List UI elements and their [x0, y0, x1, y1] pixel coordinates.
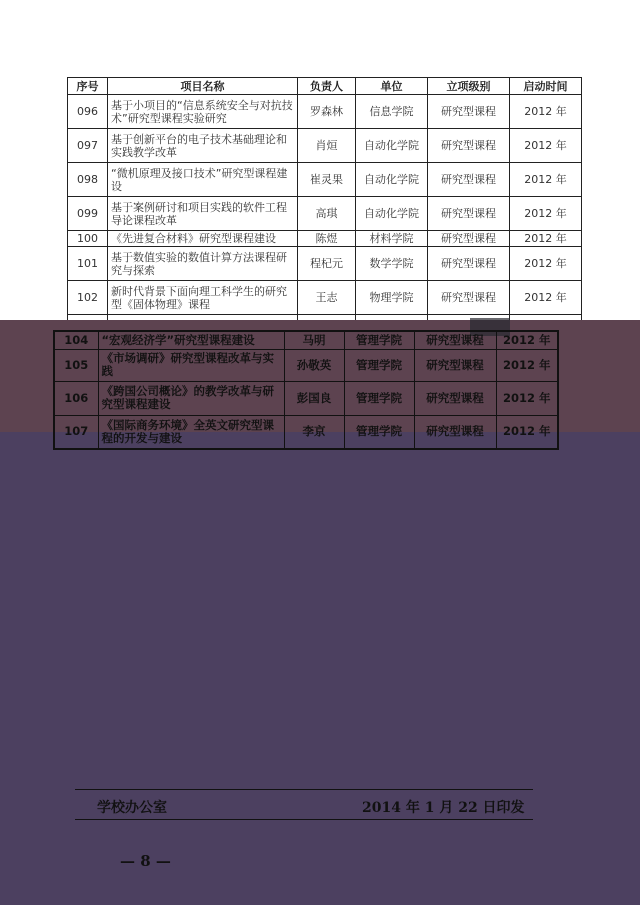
cell-level: 研究型课程	[428, 231, 510, 247]
cell-name: “宏观经济学”研究型课程建设	[98, 331, 284, 349]
cell-no: 100	[68, 231, 108, 247]
cell-level: 研究型课程	[428, 163, 510, 197]
cell-no: 107	[54, 415, 98, 449]
cell-lead: 程杞元	[298, 247, 356, 281]
cell-year: 2012 年	[496, 381, 558, 415]
project-table-upper	[67, 77, 582, 320]
cell-level: 研究型课程	[428, 129, 510, 163]
table-row	[68, 281, 582, 315]
page-number: — 8 —	[120, 852, 171, 870]
cell-level: 研究型课程	[414, 415, 496, 449]
table-row	[54, 331, 558, 349]
footer-rule-top	[75, 789, 533, 790]
cell-name: 《国际商务环境》全英文研究型课程的开发与建设	[98, 415, 284, 449]
cell-name: 基于小项目的“信息系统安全与对抗技术”研究型课程实验研究	[108, 95, 298, 129]
cell-name: 《跨国公司概论》的教学改革与研究型课程建设	[98, 381, 284, 415]
issuing-office: 学校办公室	[97, 800, 167, 816]
table-row	[68, 231, 582, 247]
cell-year: 2012 年	[510, 281, 582, 315]
cell-year: 2012 年	[496, 331, 558, 349]
cell-no: 102	[68, 281, 108, 315]
header-no: 序号	[68, 78, 108, 95]
cell-name: 新时代背景下面向理工科学生的研究型《固体物理》课程	[108, 281, 298, 315]
cell-unit: 物理学院	[356, 281, 428, 315]
cell-no: 104	[54, 331, 98, 349]
cell-level: 研究型课程	[414, 331, 496, 349]
cell-year: 2012 年	[496, 415, 558, 449]
cell-year: 2012 年	[510, 163, 582, 197]
cell-lead: 孙敬英	[284, 349, 344, 381]
cell-name: 《先进复合材料》研究型课程建设	[108, 231, 298, 247]
table-row	[68, 163, 582, 197]
cell-unit: 管理学院	[344, 381, 414, 415]
cell-no: 099	[68, 197, 108, 231]
cell-unit	[356, 315, 428, 321]
header-name: 项目名称	[108, 78, 298, 95]
table-row	[68, 95, 582, 129]
header-year: 启动时间	[510, 78, 582, 95]
cell-name	[108, 315, 298, 321]
cell-level: 研究型课程	[414, 349, 496, 381]
cell-unit: 自动化学院	[356, 163, 428, 197]
cell-year: 2012 年	[510, 95, 582, 129]
cell-year: 2012 年	[510, 231, 582, 247]
cell-no: 101	[68, 247, 108, 281]
cell-level: 研究型课程	[428, 281, 510, 315]
cell-unit: 管理学院	[344, 349, 414, 381]
header-level: 立项级别	[428, 78, 510, 95]
table-row	[54, 381, 558, 415]
cell-lead: 彭国良	[284, 381, 344, 415]
cell-unit: 材料学院	[356, 231, 428, 247]
table-row	[68, 129, 582, 163]
cell-no	[68, 315, 108, 321]
cell-year: 2012 年	[510, 247, 582, 281]
cell-unit: 管理学院	[344, 415, 414, 449]
cell-unit: 信息学院	[356, 95, 428, 129]
cell-lead: 肖烜	[298, 129, 356, 163]
cell-lead: 马明	[284, 331, 344, 349]
cell-no: 096	[68, 95, 108, 129]
table-row	[68, 197, 582, 231]
cell-no: 106	[54, 381, 98, 415]
table-row	[54, 415, 558, 449]
cell-no: 097	[68, 129, 108, 163]
cell-level: 研究型课程	[428, 197, 510, 231]
table-row	[68, 247, 582, 281]
footer-rule-bottom	[75, 819, 533, 820]
cell-lead	[298, 315, 356, 321]
cell-year	[510, 315, 582, 321]
cell-lead: 高琪	[298, 197, 356, 231]
header-lead: 负责人	[298, 78, 356, 95]
header-unit: 单位	[356, 78, 428, 95]
cell-name: 基于创新平台的电子技术基础理论和实践教学改革	[108, 129, 298, 163]
cell-lead: 陈煜	[298, 231, 356, 247]
cell-name: 《市场调研》研究型课程改革与实践	[98, 349, 284, 381]
cell-unit: 数学学院	[356, 247, 428, 281]
table-header-row	[68, 78, 582, 95]
cell-level: 研究型课程	[428, 247, 510, 281]
cell-no: 098	[68, 163, 108, 197]
page-lower	[0, 432, 640, 905]
issue-date: 2014 年 1 月 22 日印发	[362, 800, 525, 816]
cell-name: 基于案例研讨和项目实践的软件工程导论课程改革	[108, 197, 298, 231]
cell-level: 研究型课程	[428, 95, 510, 129]
cell-name: 基于数值实验的数值计算方法课程研究与探索	[108, 247, 298, 281]
cell-year: 2012 年	[510, 129, 582, 163]
cell-unit: 管理学院	[344, 331, 414, 349]
cell-year: 2012 年	[510, 197, 582, 231]
cell-lead: 李京	[284, 415, 344, 449]
project-table-lower	[53, 330, 559, 450]
cell-name: “微机原理及接口技术”研究型课程建设	[108, 163, 298, 197]
cell-unit: 自动化学院	[356, 197, 428, 231]
upper-table-clip	[0, 0, 640, 320]
cell-no: 105	[54, 349, 98, 381]
table-row	[54, 349, 558, 381]
cell-unit: 自动化学院	[356, 129, 428, 163]
cell-lead: 王志	[298, 281, 356, 315]
cell-lead: 罗森林	[298, 95, 356, 129]
cell-lead: 崔灵果	[298, 163, 356, 197]
cell-year: 2012 年	[496, 349, 558, 381]
cell-level: 研究型课程	[414, 381, 496, 415]
